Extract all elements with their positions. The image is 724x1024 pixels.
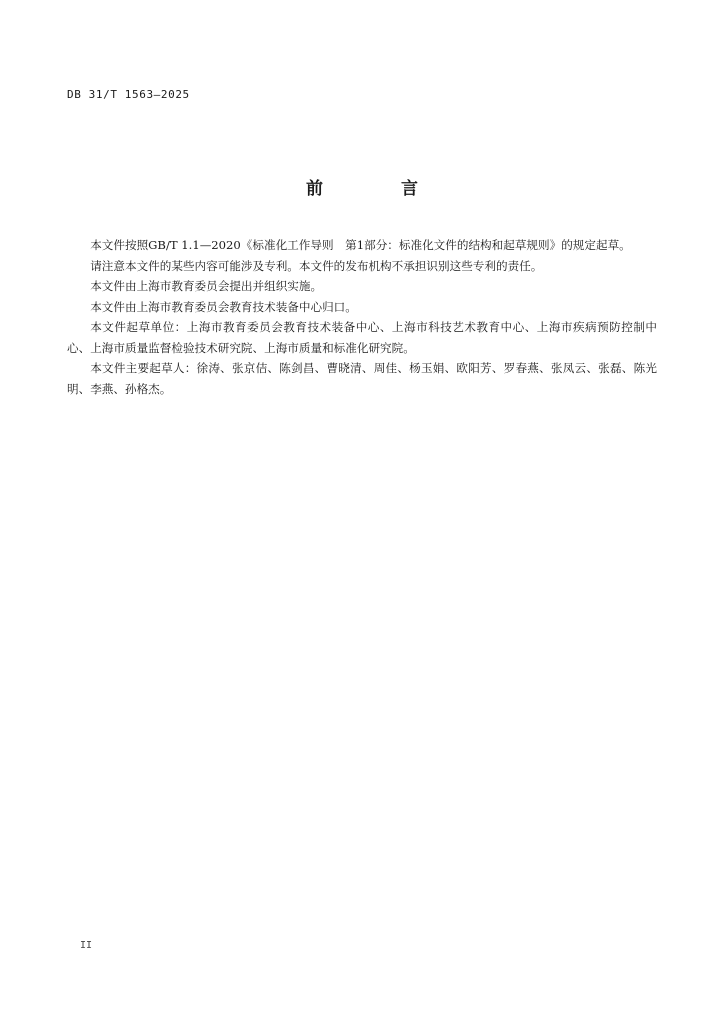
paragraph: 本文件起草单位：上海市教育委员会教育技术装备中心、上海市科技艺术教育中心、上海市疾病预防控制中心、上海市质量监督检验技术研究院、上海市质量和标准化研究院。 bbox=[67, 320, 657, 355]
paragraph: 本文件按照GB/T 1.1—2020《标准化工作导则 第1部分：标准化文件的结构和起草规则》的规定起草。 bbox=[90, 238, 631, 252]
paragraph: 本文件主要起草人：徐涛、张京佶、陈剑昌、曹晓清、周佳、杨玉娟、欧阳芳、罗春燕、张凤云、张磊、陈光明、李燕、孙格杰。 bbox=[67, 361, 657, 396]
paragraph: 本文件由上海市教育委员会提出并组织实施。 bbox=[90, 279, 323, 293]
page-title: 前 言 bbox=[306, 179, 454, 199]
document-code: DB 31/T 1563—2025 bbox=[67, 88, 190, 101]
paragraph: 本文件由上海市教育委员会教育技术装备中心归口。 bbox=[90, 299, 357, 314]
foreword-body bbox=[67, 235, 657, 399]
paragraph: 请注意本文件的某些内容可能涉及专利。本文件的发布机构不承担识别这些专利的责任。 bbox=[90, 258, 543, 273]
page-number: II bbox=[80, 940, 93, 951]
